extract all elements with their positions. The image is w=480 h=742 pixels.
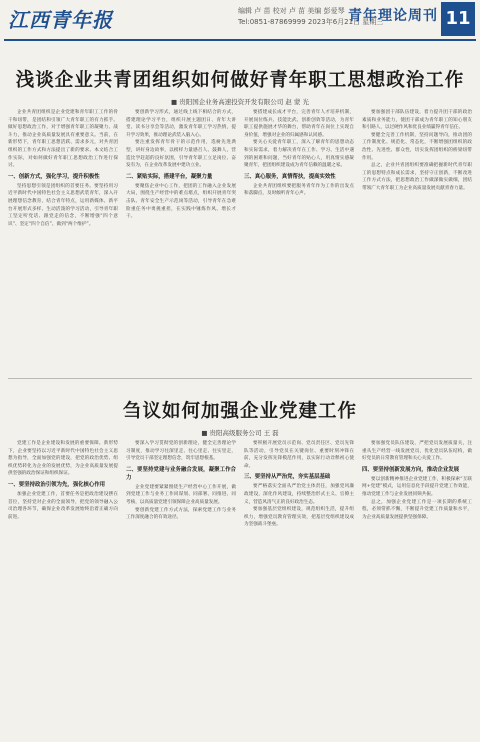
page-number: 11 — [441, 2, 475, 36]
contact-and-date: Tel:0851-87869999 2023年6月21日 星期三 — [238, 18, 384, 26]
article2-column-4 — [362, 440, 472, 736]
article1-paragraph: 要聚焦企业中心工作，把团的工作融入企业发展大局，围绕生产经营中的难点堵点，组织开展青年突击队、青年安全生产示范岗等活动，引导青年在急难险重任务中勇挑重担，在实践中锤炼作风、增长才干。 — [126, 183, 236, 220]
article2-paragraph: 要加强基层党组织建设，规范组织生活，提升组织力，增强党员教育管理实效，把基层党组织建设成为坚强战斗堡垒。 — [244, 507, 354, 528]
article1-paragraph: 要搭建成长成才平台，完善青年人才培养机制，开展岗位练兵、技能比武、创新创效等活动，为青年职工提供施展才华的舞台，帮助青年在岗位上实现自身价值，增强对企业的归属感和认同感。 — [244, 110, 354, 138]
article1-column-1 — [8, 109, 118, 371]
article2-column-2 — [126, 440, 236, 736]
article2-paragraph: 加强企业党建工作，首要任务是把政治建设摆在首位，坚持党对企业的全面领导，把党的领导融入公司治理各环节，确保企业改革发展始终沿着正确方向前进。 — [8, 491, 118, 520]
article1-paragraph: 要加强团干部队伍建设，着力提升团干部的政治素质和业务能力，使团干部成为青年职工的知心朋友和引路人，以过硬作风和优良业绩赢得青年信任。 — [362, 110, 472, 131]
article1-paragraph: 要注重发挥青年骨干的示范作用，选树先进典型，讲好身边故事，以榜样力量感召人、鼓舞人，营造比学赶超的良好氛围，引导青年职工立足岗位、奋发有为，在企业改革发展中建功立业。 — [126, 140, 236, 169]
article2-paragraph: 要严格落实全面从严治党主体责任，加强党风廉政建设，深化作风建设，持续整治形式主义、官僚主义，营造风清气正的良好政治生态。 — [244, 484, 354, 505]
article1-paragraph: 要创新学习形式，通过线上线下相结合的方式，搭建理论学习平台，组织开展主题团日、青年大讲堂、读书分享会等活动，激发青年职工学习热情，提升学习效果，推动理论武装入脑入心。 — [126, 110, 236, 138]
article2-subhead-2: 二、要坚持党建与业务融合发展，凝聚工作合力 — [126, 466, 236, 481]
article2-column-1 — [8, 440, 118, 736]
article2-paragraph: 要创新党建工作方式方法，探索党建工作与业务工作深度融合的有效途径。 — [126, 507, 236, 521]
article2-paragraph: 要深入学习贯彻党的创新理论，健全完善理论学习制度，推动学习往深里走、往心里走、往实里走，引导党员干部坚定理想信念，筑牢思想根基。 — [126, 441, 236, 462]
article1-column-3 — [244, 109, 354, 371]
article2-paragraph: 要以创新精神推进企业党建工作，积极探索“互联网+党建”模式，运用信息化手段提升党建工作效能，推动党建工作与企业发展同频共振。 — [362, 476, 472, 497]
article2-intro: 党建工作是企业建设和发展的重要保障。新形势下，企业要坚持以习近平新时代中国特色社会主义思想为指导，全面加强党的建设，把党的政治优势、组织优势转化为企业的发展优势，为企业高质量发展提供坚强的政治保证和组织保证。 — [8, 441, 118, 477]
article2-paragraph: 总之，加强企业党建工作是一项长期的系统工程，必须常抓不懈，不断提升党建工作质量和水平，为企业高质量发展提供坚强保障。 — [362, 499, 472, 520]
article2-paragraph: 要加强党员队伍建设，严把党员发展质量关，注重从生产经营一线发展党员，优化党员队伍结构，做好党员的日常教育管理和关心关爱工作。 — [362, 441, 472, 462]
article2-paragraph: 企业党建要紧紧围绕生产经营中心工作开展，做到党建工作与业务工作同谋划、同部署、同推进、同考核，以高质量党建引领保障企业高质量发展。 — [126, 484, 236, 505]
article1-headline: 浅谈企业共青团组织如何做好青年职工思想政治工作 — [15, 70, 465, 91]
masthead-rule — [4, 39, 476, 41]
article1-byline: ■ 贵阳国企业务高速投资开发有限公司 赵 蒙 光 — [171, 98, 309, 106]
article1-subhead-3: 三、真心服务，真情帮扶，提高实效性 — [244, 173, 336, 180]
article1-paragraph: 总之，企业共青团组织要准确把握新时代青年职工的思想特点和成长需求，坚持守正创新，不断改进工作方式方法，把思想政治工作做深做实做细，团结带领广大青年职工为企业高质量发展贡献青春力量。 — [362, 163, 472, 191]
masthead — [0, 0, 480, 42]
article1-column-2 — [126, 109, 236, 371]
editor-credits: 编辑 卢 苗 校对 卢 苗 美编 彭爱琴 — [238, 7, 345, 15]
article2-byline: ■ 贵阳高级服务公司 王 磊 — [201, 429, 279, 437]
article2-subhead-4: 四、要坚持创新发展方向，推动企业发展 — [362, 466, 460, 473]
article1-intro: 企业共青团组织是企业党建和青年职工工作的骨干和纽带，是团结和引领广大青年职工的有力抓手。做好思想政治工作，对于增强青年职工的凝聚力、战斗力，推动企业高质量发展具有重要意义。当前，在新形势下，青年职工思想活跃、需求多元，对共青团组织的工作方式和方法提出了新的要求。本文结合工作实际，对如何做好青年职工思想政治工作进行探讨。 — [8, 110, 118, 169]
article1-subhead-2: 二、紧贴实际，搭建平台，凝聚力量 — [126, 173, 213, 180]
article2-subhead-3: 三、要坚持从严治党，夯实基层基础 — [244, 474, 331, 481]
article2-paragraph: 要积极开展党员示范岗、党员责任区、党员先锋队等活动，引导党员在关键岗位、重要时刻冲锋在前，充分发挥先锋模范作用，以实际行动诠释初心使命。 — [244, 441, 354, 469]
article1-paragraph: 要健全完善工作机制，坚持问题导向，推动团的工作制度化、规范化、常态化，不断增强团组织的政治性、先进性、群众性，切实发挥团组织的桥梁纽带作用。 — [362, 132, 472, 161]
article2-headline: 刍议如何加强企业党建工作 — [122, 401, 357, 422]
article1-subhead-1: 一、创新方式，强化学习，提升积极性 — [8, 173, 100, 180]
article1-paragraph: 要关心关爱青年职工，深入了解青年的思想动态和实际需求，着力解决青年在工作、学习、生活中遇到的困难和问题，当好青年的贴心人，用真情实感凝聚青年，把团组织建设成为青年信赖的温暖之家。 — [244, 140, 354, 169]
article2-subhead-1: 一、要坚持政治引领为先，强化核心作用 — [8, 481, 106, 488]
article1-paragraph: 坚持思想引领是团组织的首要任务。要坚持用习近平新时代中国特色社会主义思想武装青年，深入开展理想信念教育，结合青年特点，运用新媒体、新平台开展形式多样、生动活泼的学习活动，引导青年职工坚定听党话、跟党走的信念，不断增强“四个意识”、坚定“四个自信”、做到“两个维护”。 — [8, 183, 118, 227]
article1-column-4 — [362, 109, 472, 371]
article2-column-3 — [244, 440, 354, 736]
article-divider — [8, 378, 472, 379]
article1-paragraph: 企业共青团组织要把服务青年作为工作的出发点和落脚点，及时倾听青年心声。 — [244, 183, 354, 197]
section-title: 青年理论周刊 — [348, 8, 438, 24]
newspaper-logo: 江西青年报 — [8, 8, 113, 32]
